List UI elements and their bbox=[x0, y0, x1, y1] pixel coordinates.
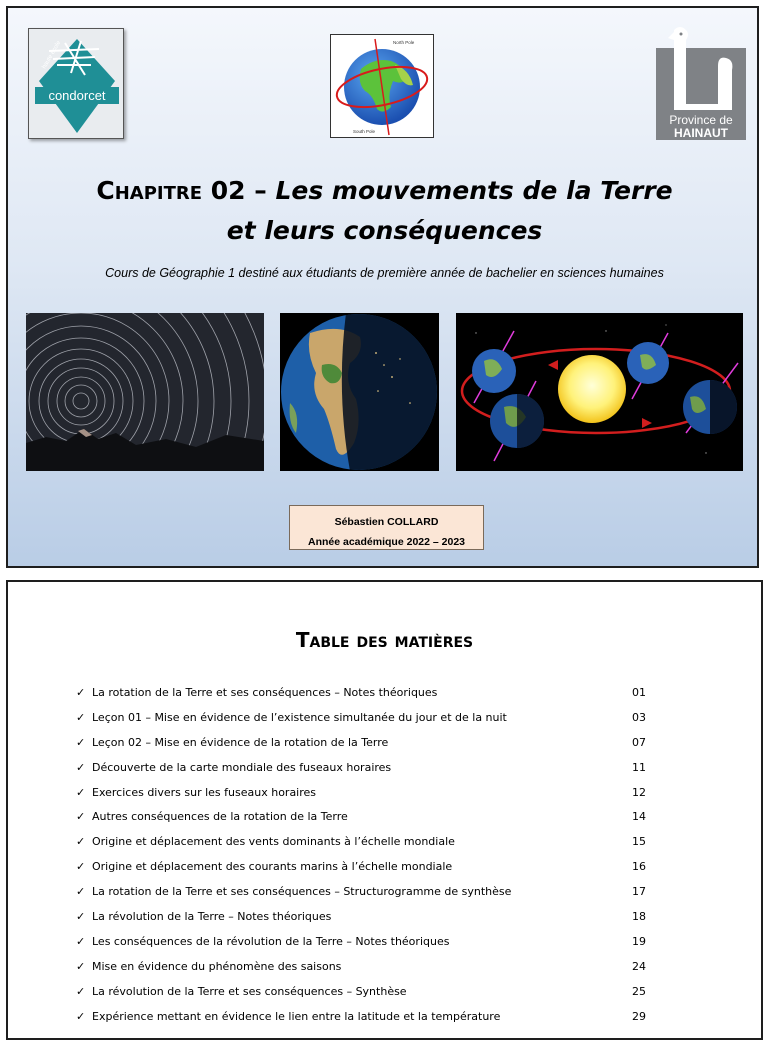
star-trails-image bbox=[26, 313, 264, 471]
checkmark-icon: ✓ bbox=[76, 735, 86, 749]
checkmark-icon: ✓ bbox=[76, 984, 86, 998]
author-box bbox=[289, 505, 484, 550]
toc-entry bbox=[76, 810, 676, 835]
toc-entry-page: 25 bbox=[632, 984, 646, 998]
toc-entry-page: 24 bbox=[632, 959, 646, 973]
condorcet-emblem-icon bbox=[29, 29, 123, 138]
hainaut-label-line1: Province de bbox=[669, 113, 733, 127]
toc-entry bbox=[76, 686, 676, 711]
toc-entry-label: Les conséquences de la révolution de la Terre – Notes théoriques bbox=[92, 934, 450, 948]
toc-entry bbox=[76, 960, 676, 985]
hainaut-label-line2: HAINAUT bbox=[674, 126, 728, 140]
south-pole-label: South Pole bbox=[353, 129, 376, 134]
toc-entry bbox=[76, 860, 676, 885]
toc-entry-label: Origine et déplacement des courants marins à l’échelle mondiale bbox=[92, 860, 453, 874]
earth-orbit-image bbox=[456, 313, 743, 471]
checkmark-icon: ✓ bbox=[76, 760, 86, 774]
toc-entry-page: 15 bbox=[632, 835, 646, 849]
condorcet-wordmark: condorcet bbox=[48, 88, 106, 103]
earth-day-night-photo bbox=[280, 313, 439, 471]
checkmark-icon: ✓ bbox=[76, 860, 86, 874]
globe-logo bbox=[330, 34, 434, 138]
toc-entry-page: 29 bbox=[632, 1009, 646, 1023]
chapter-number: Chapitre 02 – bbox=[96, 176, 276, 205]
toc-entry-label: La rotation de la Terre et ses conséquences – Structurogramme de synthèse bbox=[92, 885, 512, 899]
table-of-contents-page bbox=[6, 580, 763, 1040]
toc-entry bbox=[76, 885, 676, 910]
toc-entry-label: La révolution de la Terre et ses conséquences – Synthèse bbox=[92, 984, 407, 998]
earth-orbit-diagram bbox=[456, 313, 743, 471]
toc-entry-label: Leçon 02 – Mise en évidence de la rotation de la Terre bbox=[92, 735, 389, 749]
toc-entry-page: 14 bbox=[632, 810, 646, 824]
toc-entry-label: Autres conséquences de la rotation de la Terre bbox=[92, 810, 348, 824]
condorcet-small-text: haute école bbox=[41, 40, 63, 70]
toc-list bbox=[76, 686, 676, 1034]
chapter-title-line2: et leurs conséquences bbox=[226, 216, 543, 245]
checkmark-icon: ✓ bbox=[76, 1009, 86, 1023]
toc-title: Table des matières bbox=[295, 628, 474, 652]
checkmark-icon: ✓ bbox=[76, 835, 86, 849]
toc-entry-page: 18 bbox=[632, 910, 646, 924]
toc-entry-page: 19 bbox=[632, 934, 646, 948]
toc-entry bbox=[76, 985, 676, 1010]
toc-entry-label: Leçon 01 – Mise en évidence de l’existence simultanée du jour et de la nuit bbox=[92, 710, 507, 724]
checkmark-icon: ✓ bbox=[76, 810, 86, 824]
toc-entry bbox=[76, 761, 676, 786]
checkmark-icon: ✓ bbox=[76, 710, 86, 724]
toc-entry bbox=[76, 736, 676, 761]
checkmark-icon: ✓ bbox=[76, 686, 86, 699]
toc-entry bbox=[76, 711, 676, 736]
toc-entry-page: 16 bbox=[632, 860, 646, 874]
checkmark-icon: ✓ bbox=[76, 785, 86, 799]
toc-entry-page: 07 bbox=[632, 735, 646, 749]
earth-rotation-icon bbox=[331, 35, 433, 137]
toc-entry-label: Découverte de la carte mondiale des fuseaux horaires bbox=[92, 760, 392, 774]
author-name: Sébastien COLLARD bbox=[334, 516, 439, 528]
toc-entry bbox=[76, 1010, 676, 1035]
checkmark-icon: ✓ bbox=[76, 910, 86, 924]
toc-entry bbox=[76, 935, 676, 960]
toc-entry-page: 17 bbox=[632, 885, 646, 899]
toc-entry-label: La révolution de la Terre – Notes théoriques bbox=[92, 910, 332, 924]
checkmark-icon: ✓ bbox=[76, 885, 86, 899]
earth-day-night-image bbox=[280, 313, 439, 471]
toc-entry bbox=[76, 835, 676, 860]
toc-entry-label: La rotation de la Terre et ses conséquences – Notes théoriques bbox=[92, 686, 438, 699]
toc-entry bbox=[76, 786, 676, 811]
toc-entry-label: Expérience mettant en évidence le lien entre la latitude et la température bbox=[92, 1009, 501, 1023]
chapter-title-line1: Les mouvements de la Terre bbox=[275, 176, 673, 205]
cover-page bbox=[6, 6, 759, 568]
checkmark-icon: ✓ bbox=[76, 959, 86, 973]
course-subtitle: Cours de Géographie 1 destiné aux étudiants de première année de bachelier en sciences humaines bbox=[105, 266, 664, 280]
condorcet-logo bbox=[28, 28, 124, 139]
academic-year: Année académique 2022 – 2023 bbox=[307, 536, 465, 548]
star-trails-photo bbox=[26, 313, 264, 471]
toc-entry bbox=[76, 910, 676, 935]
north-pole-label: North Pole bbox=[393, 40, 415, 45]
toc-entry-label: Mise en évidence du phénomène des saisons bbox=[92, 959, 342, 973]
toc-entry-page: 01 bbox=[632, 686, 646, 699]
toc-entry-page: 12 bbox=[632, 785, 646, 799]
toc-entry-label: Exercices divers sur les fuseaux horaires bbox=[92, 785, 317, 799]
toc-entry-label: Origine et déplacement des vents dominants à l’échelle mondiale bbox=[92, 835, 455, 849]
checkmark-icon: ✓ bbox=[76, 934, 86, 948]
toc-entry-page: 11 bbox=[632, 760, 646, 774]
chapter-title bbox=[8, 171, 761, 251]
province-hainaut-logo bbox=[656, 26, 746, 140]
toc-entry-page: 03 bbox=[632, 710, 646, 724]
